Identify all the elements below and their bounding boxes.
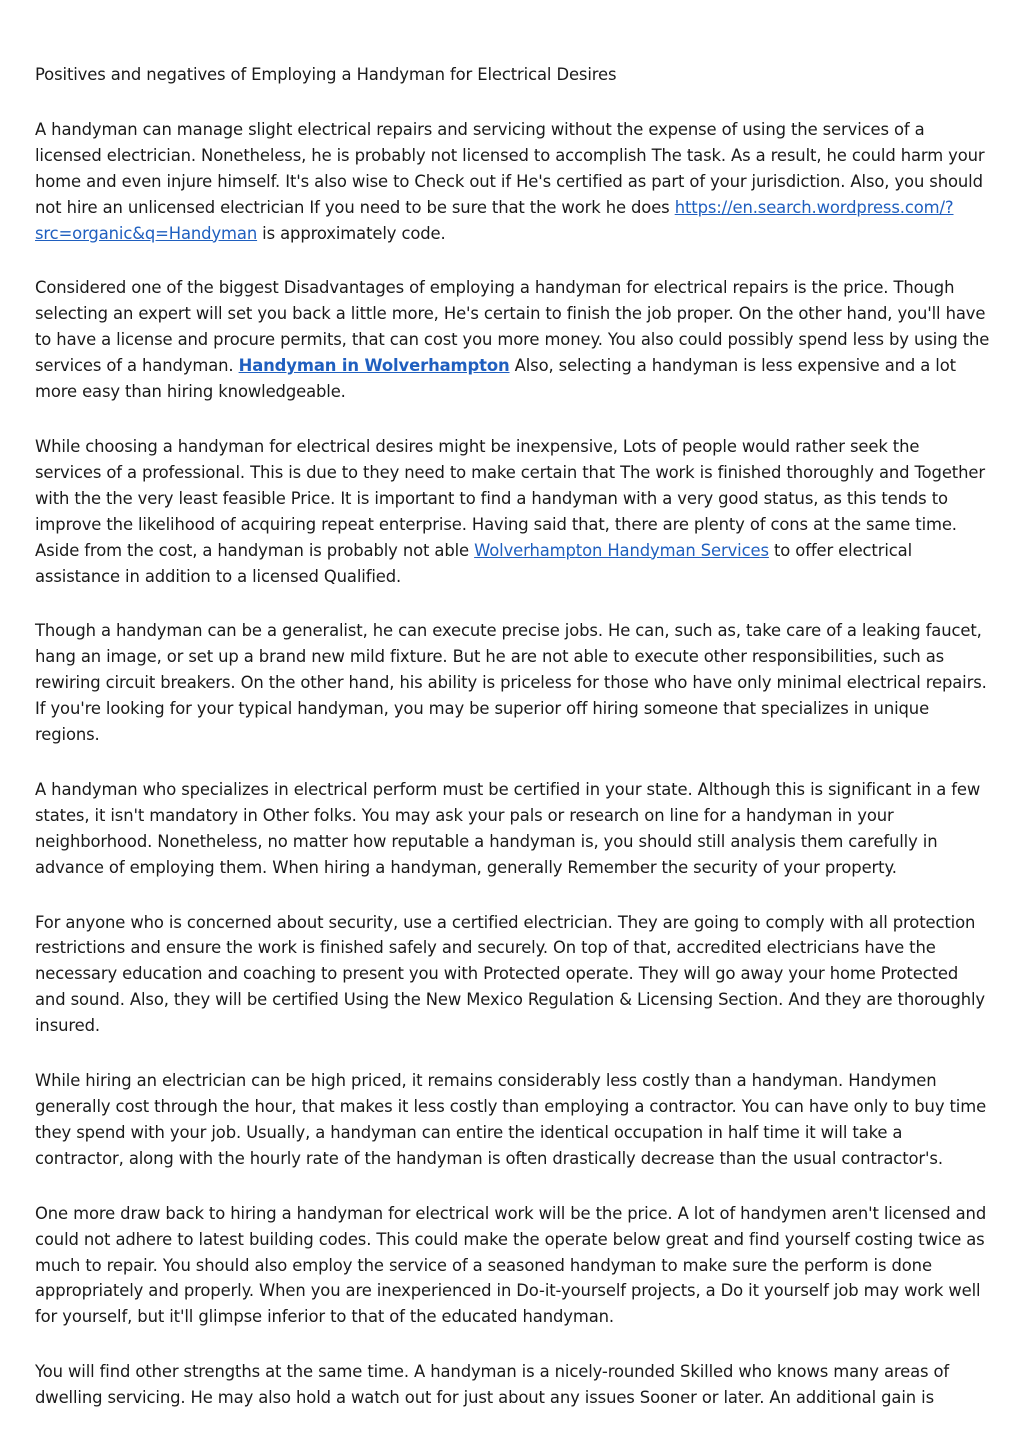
paragraph-1-text-a: A handyman can manage slight electrical repairs and servicing without the expense of using the services of a licensed electrician. Nonetheless, he is probably not licensed to accomplish The task. As a result, he could harm your home and even injure himself. It's also wise to Check out if He's certified as part of your jurisdiction. Also, you should not hire an unlicensed electrician If you need to be sure that the work he does [35,119,985,217]
wordpress-search-link[interactable]: https://en.search.wordpress.com/?src=organic&q=Handyman [35,197,954,243]
paragraph-2 [35,275,990,405]
paragraph-3-text-a: While choosing a handyman for electrical desires might be inexpensive, Lots of people would rather seek the services of a professional. This is due to they need to make certain that The work is finished thoroughly and Together with the the very least feasible Price. It is important to find a handyman with a very good status, as this tends to improve the likelihood of acquiring repeat enterprise. Having said that, there are plenty of cons at the same time. Aside from the cost, a handyman is probably not able [35,436,985,560]
document-title: Positives and negatives of Employing a Handyman for Electrical Desires [35,65,617,84]
handyman-wolverhampton-link[interactable]: Handyman in Wolverhampton [238,356,510,376]
paragraph-4: Though a handyman can be a generalist, he can execute precise jobs. He can, such as, take care of a leaking faucet, hang an image, or set up a brand new mild fixture. But he are not able to execute other responsibilities, such as rewiring circuit breakers. On the other hand, his ability is priceless for those who have only minimal electrical repairs. If you're looking for your typical handyman, you may be superior off hiring someone that specializes in unique regions. [35,621,987,745]
paragraph-1 [35,117,990,247]
paragraph-2-text-a: Considered one of the biggest Disadvantages of employing a handyman for electrical repairs is the price. Though selecting an expert will set you back a little more, He's certain to finish the job proper. On the other hand, you'll have to have a license and procure permits, that can cost you more money. You also could possibly spend less by using the services of a handyman. [35,278,990,376]
paragraph-3-text-b: to offer electrical assistance in addition to a licensed Qualified. [35,540,913,586]
paragraph-2-text-b: Also, selecting a handyman is less expensive and a lot more easy than hiring knowledgeable. [35,356,956,402]
document-page [35,62,990,1440]
paragraph-7: While hiring an electrician can be high priced, it remains considerably less costly than a handyman. Handymen generally cost through the hour, that makes it less costly than employing a contractor. You can have only to buy time they spend with your job. Usually, a handyman can entire the identical occupation in half time it will take a contractor, along with the hourly rate of the handyman is often drastically decrease than the usual contractor's. [35,1071,987,1168]
paragraph-8: One more draw back to hiring a handyman for electrical work will be the price. A lot of handymen aren't licensed and could not adhere to latest building codes. This could make the operate below great and find yourself costing twice as much to repair. You should also employ the service of a seasoned handyman to make sure the perform is done appropriately and properly. When you are inexperienced in Do-it-yourself projects, a Do it yourself job may work well for yourself, but it'll glimpse inferior to that of the educated handyman. [35,1203,987,1327]
paragraph-9: You will find other strengths at the same time. A handyman is a nicely-rounded Skilled who knows many areas of dwelling servicing. He may also hold a watch out for just about any issues Sooner or later. An additional gain is [35,1362,950,1408]
paragraph-3 [35,434,990,589]
paragraph-5: A handyman who specializes in electrical perform must be certified in your state. Although this is significant in a few states, it isn't mandatory in Other folks. You may ask your pals or research on line for a handyman in your neighborhood. Nonetheless, no matter how reputable a handyman is, you should still analysis them carefully in advance of employing them. When hiring a handyman, generally Remember the security of your property. [35,779,981,877]
paragraph-1-text-b: is approximately code. [257,223,446,243]
paragraph-6: For anyone who is concerned about security, use a certified electrician. They are going to comply with all protection restrictions and ensure the work is finished safely and securely. On top of that, accredited electricians have the necessary education and coaching to present you with Protected operate. They will go away your home Protected and sound. Also, they will be certified Using the New Mexico Regulation & Licensing Section. And they are thoroughly insured. [35,912,986,1036]
wolverhampton-handyman-services-link[interactable]: Wolverhampton Handyman Services [474,540,769,560]
